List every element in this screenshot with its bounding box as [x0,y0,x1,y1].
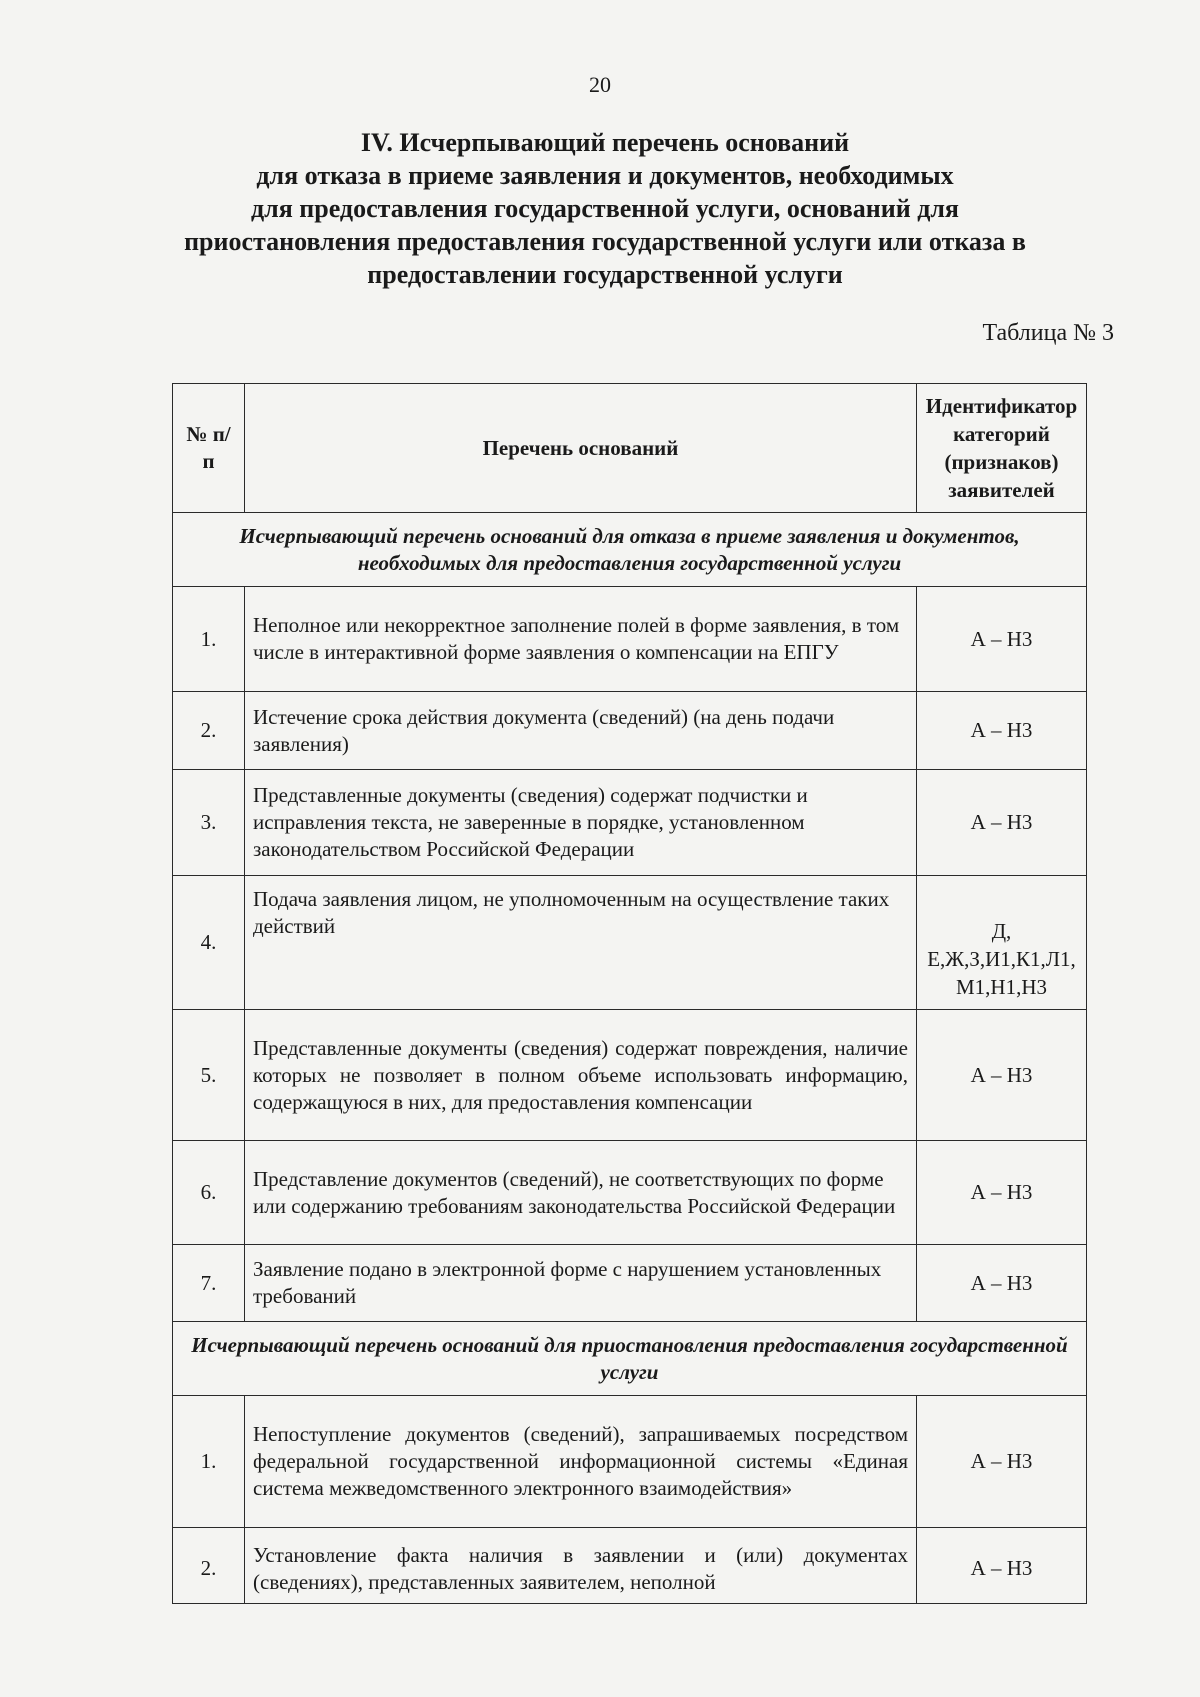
row-num: 2. [173,692,245,770]
page-number: 20 [589,72,611,97]
row-num: 2. [173,1528,245,1604]
row-text: Представление документов (сведений), не соответствующих по форме или содержанию требованиям законодательства Российской Федерации [245,1141,917,1245]
header-grounds: Перечень оснований [245,384,917,513]
table-row [173,692,1087,770]
table-caption: Таблица № 3 [982,320,1114,346]
row-applicant-id: Д, Е,Ж,З,И1,К1,Л1, М1,Н1,Н3 [917,876,1087,1010]
row-num: 7. [173,1245,245,1322]
row-num: 3. [173,770,245,876]
table-row [173,587,1087,692]
table-header-row [173,384,1087,513]
table-row [173,770,1087,876]
row-num: 1. [173,587,245,692]
row-text: Представленные документы (сведения) содержат подчистки и исправления текста, не заверенные в порядке, установленном законодательством Российской Федерации [245,770,917,876]
row-applicant-id: А – Н3 [917,1396,1087,1528]
group-row [173,513,1087,587]
group-title-suspension: Исчерпывающий перечень оснований для приостановления предоставления государственной услуги [173,1322,1087,1396]
row-applicant-id: А – Н3 [917,587,1087,692]
row-text: Установление факта наличия в заявлении и (или) документах (сведениях), представленных заявителем, неполной [245,1528,917,1604]
row-applicant-id: А – Н3 [917,1010,1087,1141]
row-applicant-id: А – Н3 [917,692,1087,770]
section-title-line: для предоставления государственной услуги, оснований для [250,194,960,223]
row-text: Подача заявления лицом, не уполномоченным на осуществление таких действий [245,876,917,1010]
table-row [173,1010,1087,1141]
row-num: 1. [173,1396,245,1528]
table-row [173,1396,1087,1528]
header-num: № п/п [173,384,245,513]
table-row [173,1245,1087,1322]
row-num: 6. [173,1141,245,1245]
table-row [173,1141,1087,1245]
row-text: Истечение срока действия документа (сведений) (на день подачи заявления) [245,692,917,770]
row-applicant-id: А – Н3 [917,1528,1087,1604]
section-title-line: для отказа в приеме заявления и документов, необходимых [256,161,954,190]
row-text: Заявление подано в электронной форме с нарушением установленных требований [245,1245,917,1322]
row-applicant-id: А – Н3 [917,770,1087,876]
section-title-line: IV. Исчерпывающий перечень оснований [360,128,850,157]
row-num: 5. [173,1010,245,1141]
row-applicant-id: А – Н3 [917,1141,1087,1245]
section-title-line: предоставлении государственной услуги [367,260,843,289]
group-title-refusal: Исчерпывающий перечень оснований для отказа в приеме заявления и документов, необходимых для предоставления государственной услуги [173,513,1087,587]
section-title [150,126,1060,291]
table-row [173,1528,1087,1604]
table-row [173,876,1087,1010]
row-text: Представленные документы (сведения) содержат повреждения, наличие которых не позволяет в полном объеме использовать информацию, содержащуюся в них, для предоставления компенсации [245,1010,917,1141]
row-text: Непоступление документов (сведений), запрашиваемых посредством федеральной государственной информационной системы «Единая система межведомственного электронного взаимодействия» [245,1396,917,1528]
group-row [173,1322,1087,1396]
grounds-table [172,383,1087,1604]
section-title-line: приостановления предоставления государственной услуги или отказа в [184,227,1026,256]
row-num: 4. [173,876,245,1010]
row-text: Неполное или некорректное заполнение полей в форме заявления, в том числе в интерактивной форме заявления о компенсации на ЕПГУ [245,587,917,692]
header-applicant-id: Идентификатор категорий (признаков) заявителей [917,384,1087,513]
row-applicant-id: А – Н3 [917,1245,1087,1322]
